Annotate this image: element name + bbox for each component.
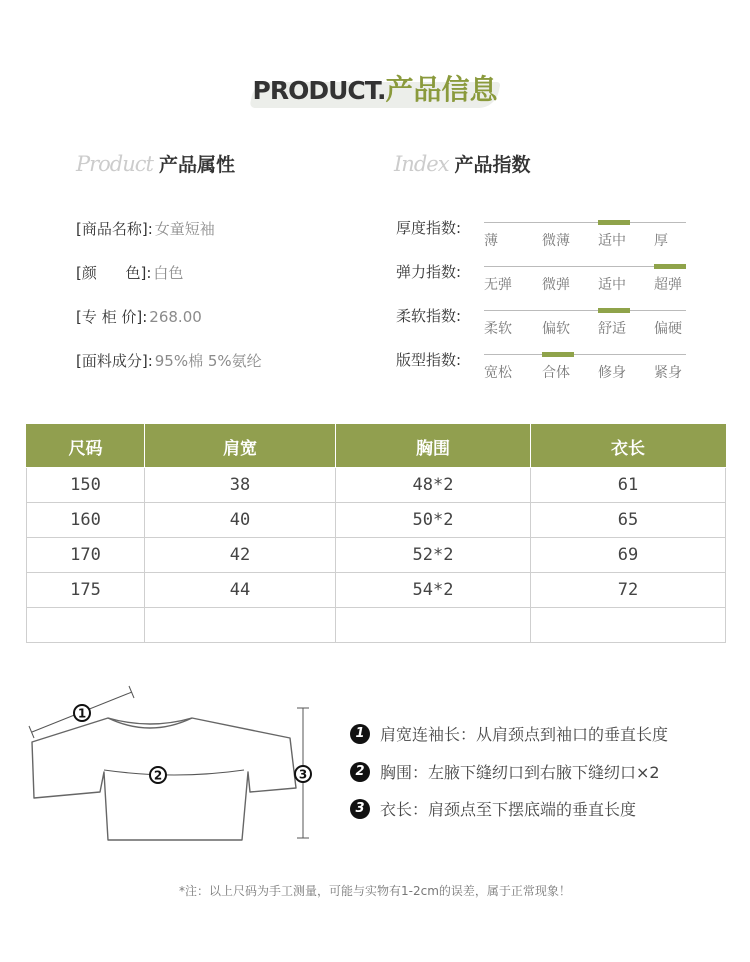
index-label: 柔软指数:	[396, 307, 462, 325]
page-title	[0, 68, 750, 108]
table-cell	[145, 608, 336, 643]
attribute-label: [商品名称]:	[76, 220, 153, 238]
index-option: 柔软	[484, 321, 512, 337]
shirt-collar	[108, 718, 192, 728]
index-option: 偏软	[542, 321, 570, 337]
marker-2-label: 2	[153, 768, 163, 783]
attribute-label: [颜 色]:	[76, 264, 152, 282]
index-scale	[484, 310, 686, 340]
size-table	[26, 424, 726, 643]
attribute-value: 白色	[153, 264, 184, 282]
garment-measurement-diagram	[20, 680, 320, 850]
index-heading-script: Index	[394, 152, 449, 176]
legend-item-shoulder	[350, 722, 668, 744]
index-option: 紧身	[654, 365, 682, 381]
index-option: 偏硬	[654, 321, 682, 337]
table-cell: 52*2	[336, 538, 531, 573]
table-cell: 150	[27, 468, 145, 503]
legend-text: 胸围：左腋下缝纫口到右腋下缝纫口×2	[380, 763, 660, 782]
legend-item-length	[350, 797, 636, 819]
index-option: 厚	[654, 233, 668, 249]
index-selected-marker	[542, 352, 574, 357]
table-cell: 38	[145, 468, 336, 503]
index-scale-line	[484, 222, 686, 223]
table-row	[27, 608, 726, 643]
index-option: 合体	[542, 365, 570, 381]
index-scale	[484, 266, 686, 296]
page-title-en: PRODUCT.	[252, 76, 386, 105]
table-cell: 42	[145, 538, 336, 573]
attribute-row-name	[76, 218, 215, 239]
measure-line-2	[104, 770, 244, 775]
index-label: 弹力指数:	[396, 263, 462, 281]
attributes-heading	[76, 150, 235, 180]
index-option: 微薄	[542, 233, 570, 249]
table-cell: 61	[531, 468, 726, 503]
index-option: 微弹	[542, 277, 570, 293]
table-cell: 44	[145, 573, 336, 608]
index-scale-line	[484, 354, 686, 355]
index-scale-line	[484, 310, 686, 311]
index-selected-marker	[598, 308, 630, 313]
index-option: 适中	[598, 233, 626, 249]
table-cell: 48*2	[336, 468, 531, 503]
table-cell	[336, 608, 531, 643]
legend-number-badge: 3	[350, 799, 370, 819]
attributes-heading-script: Product	[76, 152, 153, 176]
legend-number-badge: 1	[350, 724, 370, 744]
legend-text: 衣长：肩颈点至下摆底端的垂直长度	[380, 800, 637, 819]
attribute-row-fabric	[76, 350, 262, 371]
table-cell: 54*2	[336, 573, 531, 608]
attribute-label: [面料成分]:	[76, 352, 153, 370]
header-size: 尺码	[27, 425, 145, 468]
table-row	[27, 468, 726, 503]
index-selected-marker	[598, 220, 630, 225]
table-cell: 69	[531, 538, 726, 573]
marker-3-label: 3	[298, 767, 308, 782]
attribute-value: 女童短袖	[154, 220, 215, 238]
index-option: 修身	[598, 365, 626, 381]
index-label: 版型指数:	[396, 351, 462, 369]
legend-item-chest	[350, 760, 660, 782]
table-cell: 160	[27, 503, 145, 538]
attribute-row-price	[76, 306, 202, 327]
index-scale	[484, 354, 686, 384]
index-scale	[484, 222, 686, 252]
table-row	[27, 573, 726, 608]
measurement-note: *注：以上尺码为手工测量，可能与实物有1-2cm的误差，属于正常现象！	[179, 884, 571, 898]
attribute-value: 95%棉 5%氨纶	[154, 352, 262, 370]
attribute-row-color	[76, 262, 183, 283]
index-option: 宽松	[484, 365, 512, 381]
header-shoulder: 肩宽	[145, 425, 336, 468]
table-row	[27, 538, 726, 573]
attribute-value: 268.00	[149, 308, 202, 326]
index-option: 舒适	[598, 321, 626, 337]
marker-1-label: 1	[77, 706, 87, 721]
attribute-label: [专 柜 价]:	[76, 308, 148, 326]
attributes-heading-title: 产品属性	[158, 154, 235, 176]
index-heading	[394, 150, 531, 180]
table-cell: 175	[27, 573, 145, 608]
index-option: 无弹	[484, 277, 512, 293]
header-chest: 胸围	[336, 425, 531, 468]
table-cell: 50*2	[336, 503, 531, 538]
index-heading-title: 产品指数	[454, 154, 531, 176]
table-cell: 170	[27, 538, 145, 573]
table-cell: 72	[531, 573, 726, 608]
index-option: 薄	[484, 233, 498, 249]
legend-text: 肩宽连袖长：从肩颈点到袖口的垂直长度	[380, 725, 669, 744]
size-table-header	[27, 425, 726, 468]
legend-number-badge: 2	[350, 762, 370, 782]
index-option: 超弹	[654, 277, 682, 293]
table-cell	[531, 608, 726, 643]
index-label: 厚度指数:	[396, 219, 462, 237]
header-length: 衣长	[531, 425, 726, 468]
table-row	[27, 503, 726, 538]
page-header	[0, 64, 750, 114]
table-cell	[27, 608, 145, 643]
table-cell: 40	[145, 503, 336, 538]
table-cell: 65	[531, 503, 726, 538]
page-title-cn: 产品信息	[385, 73, 498, 106]
index-selected-marker	[654, 264, 686, 269]
index-option: 适中	[598, 277, 626, 293]
